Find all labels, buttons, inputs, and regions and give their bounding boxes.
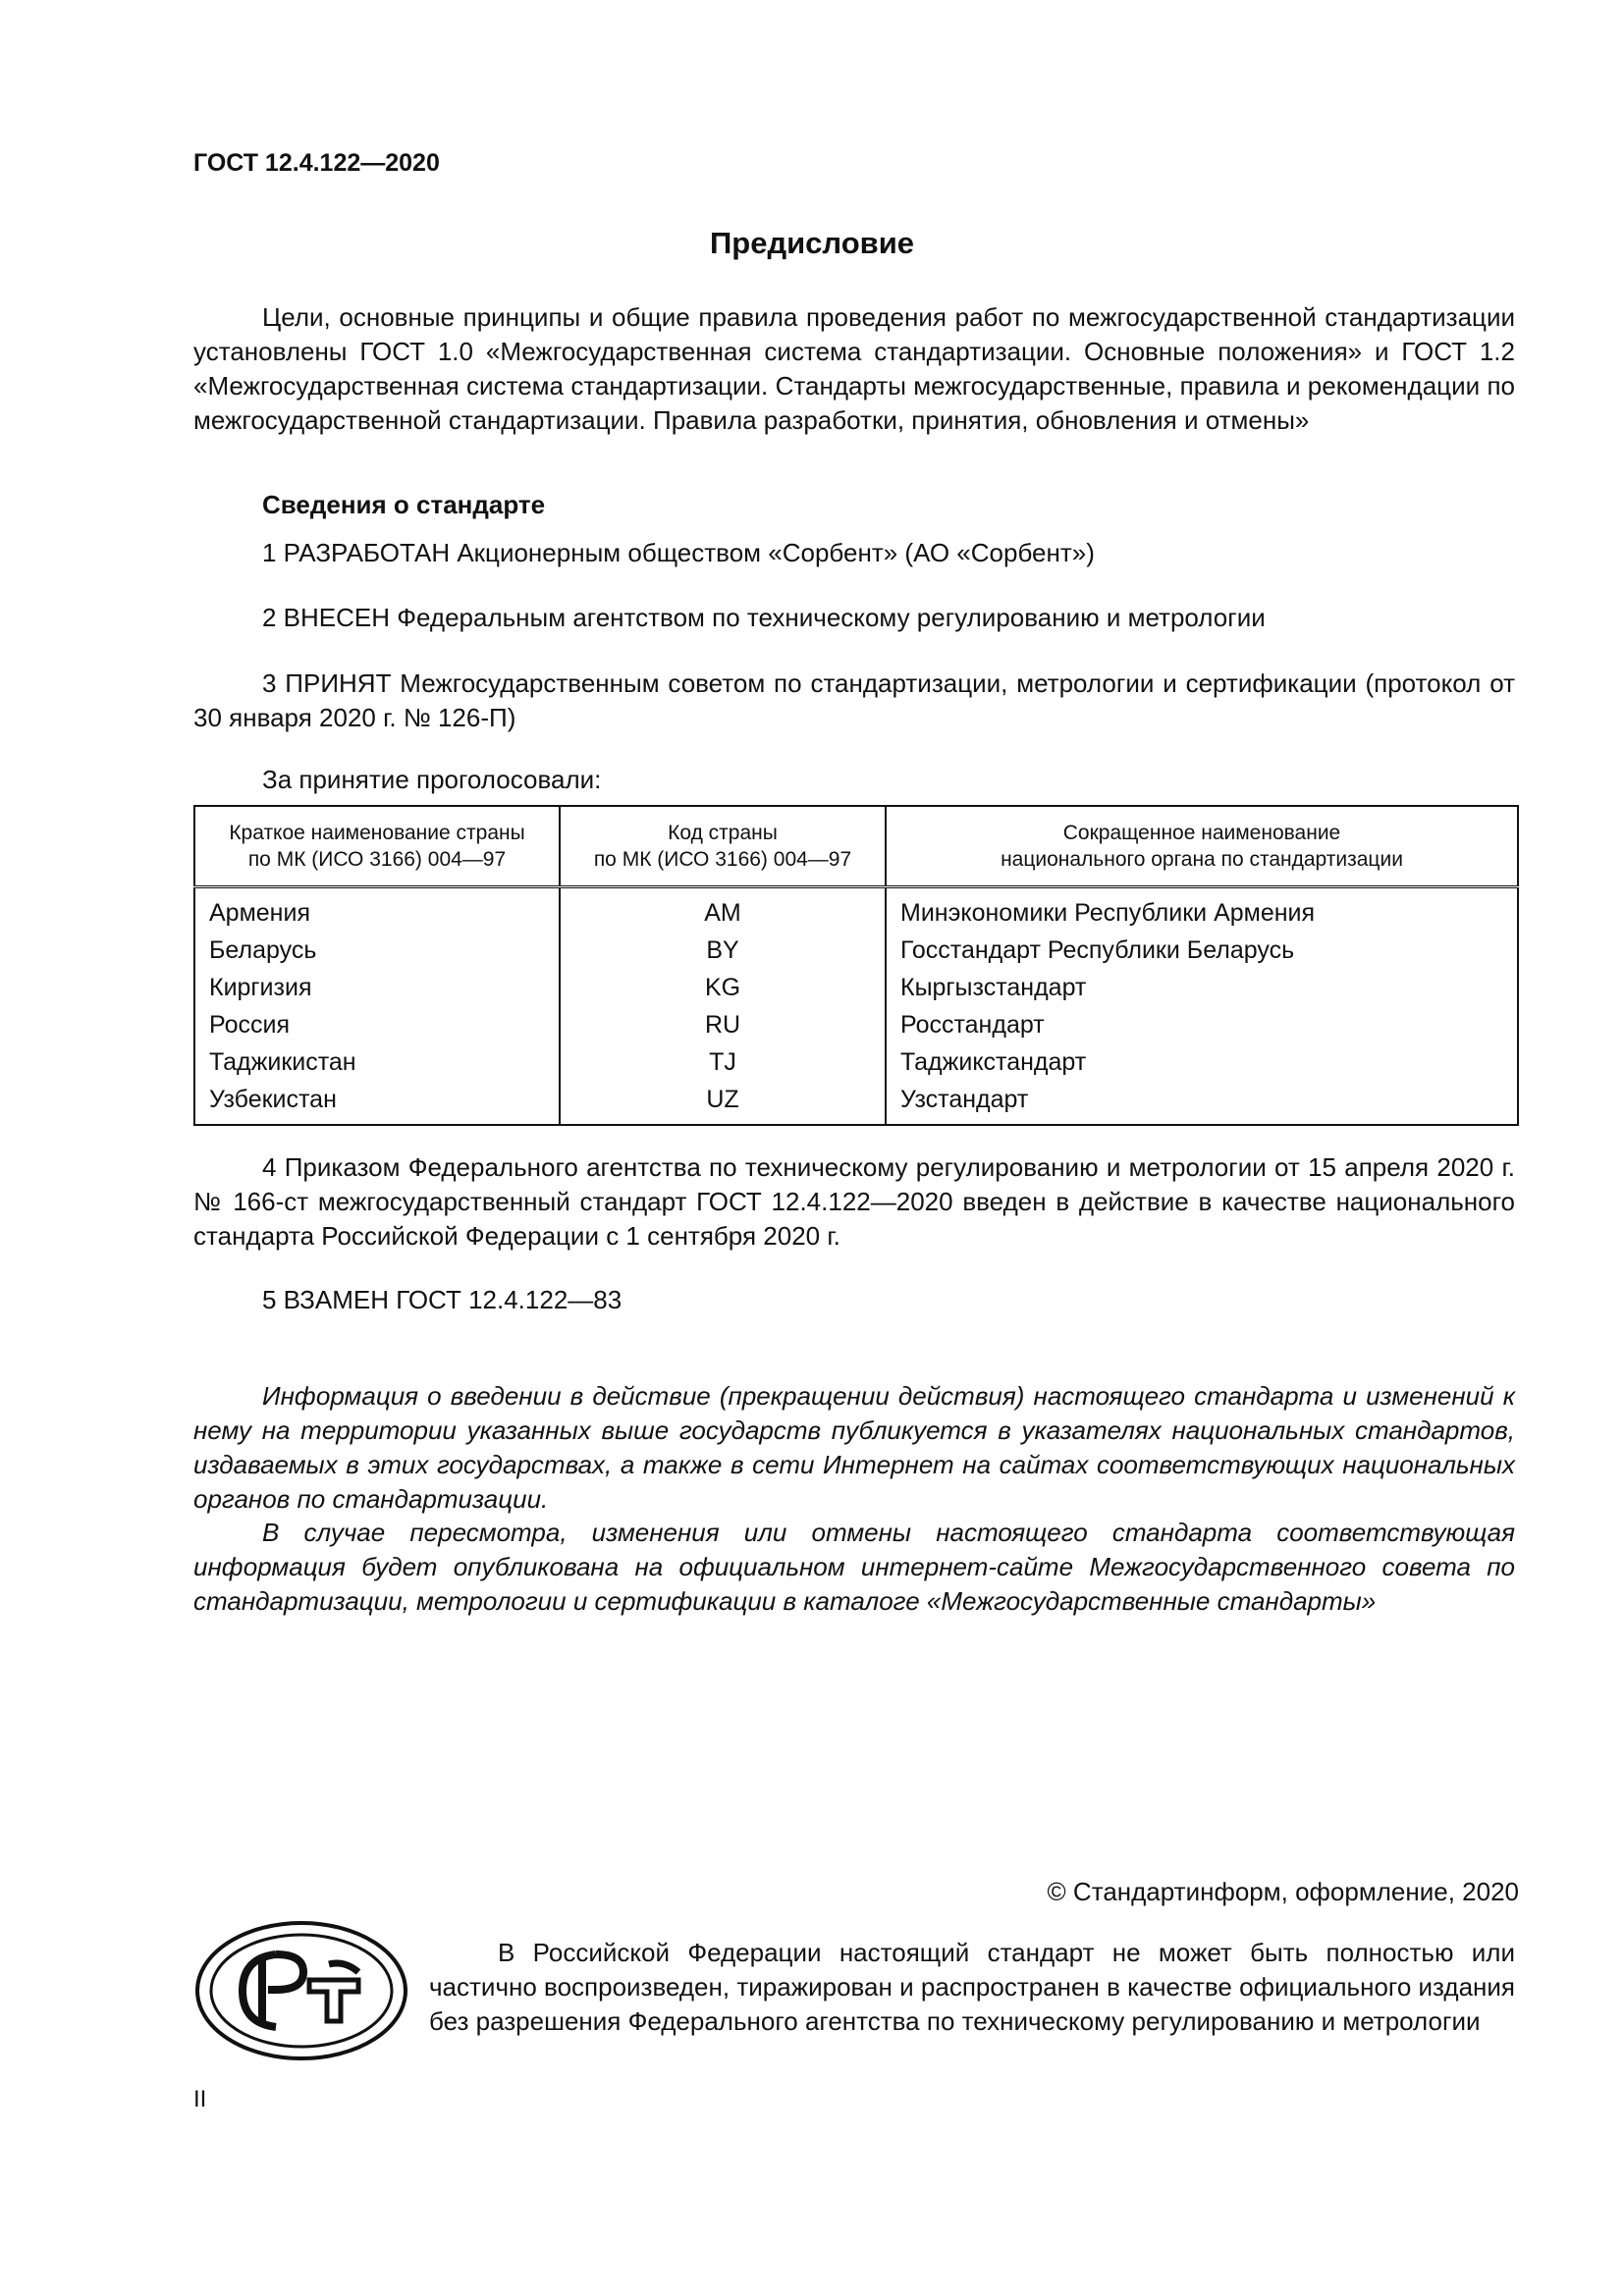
row-country: Россия bbox=[194, 1006, 560, 1043]
page-number: II bbox=[193, 2086, 207, 2112]
table-row bbox=[194, 1081, 1518, 1125]
reproduction-notice: В Российской Федерации настоящий стандарт не может быть полностью или частично воспроизведен, тиражирован и распространен в качестве официального издания без разрешения Федерального агентства по техническому регулированию и метрологии bbox=[429, 1938, 1515, 2036]
table-row bbox=[194, 1006, 1518, 1043]
row-body: Минэкономики Республики Армения bbox=[886, 887, 1518, 933]
row-code: TJ bbox=[560, 1043, 886, 1081]
italic-info-2: В случае пересмотра, изменения или отмены настоящего стандарта соответствующая информация будет опубликована на официальном интернет-сайте Межгосударственного совета по стандартизации, метрологии и сертификации в каталоге «Межгосударственные стандарты» bbox=[193, 1518, 1515, 1616]
item-3: 3 ПРИНЯТ Межгосударственным советом по стандартизации, метрологии и сертификации (протокол от 30 января 2020 г. № 126-П) bbox=[193, 668, 1515, 732]
table-row bbox=[194, 932, 1518, 969]
row-body: Таджикстандарт bbox=[886, 1043, 1518, 1081]
row-code: BY bbox=[560, 932, 886, 969]
row-body: Росстандарт bbox=[886, 1006, 1518, 1043]
table-row bbox=[194, 887, 1518, 933]
header-body bbox=[886, 806, 1518, 887]
row-body: Госстандарт Республики Беларусь bbox=[886, 932, 1518, 969]
header-code-line1: Код страны bbox=[668, 822, 778, 844]
table-header-row bbox=[194, 806, 1518, 887]
header-body-line2: национального органа по стандартизации bbox=[1001, 848, 1403, 871]
row-country: Киргизия bbox=[194, 969, 560, 1006]
info-heading: Сведения о стандарте bbox=[262, 490, 546, 519]
copyright-line: © Стандартинформ, оформление, 2020 bbox=[1047, 1877, 1519, 1906]
voting-table bbox=[193, 805, 1519, 1126]
row-code: RU bbox=[560, 1006, 886, 1043]
row-body: Кыргызстандарт bbox=[886, 969, 1518, 1006]
row-country: Узбекистан bbox=[194, 1081, 560, 1125]
item-4: 4 Приказом Федерального агентства по техническому регулированию и метрологии от 15 апреля 2020 г. № 166-ст межгосударственный стандарт ГОСТ 12.4.122—2020 введен в действие в качестве национального стандарта Российской Федерации с 1 сентября 2020 г. bbox=[193, 1152, 1515, 1251]
header-code-line2: по МК (ИСО 3166) 004—97 bbox=[593, 848, 852, 871]
italic-info-1: Информация о введении в действие (прекращении действия) настоящего стандарта и изменений к нему на территории указанных выше государств публикуется в указателях национальных стандартов, издаваемых в этих государствах, а также в сети Интернет на сайтах соответствующих национальных органов по стандартизации. bbox=[193, 1381, 1515, 1514]
header-country-line2: по МК (ИСО 3166) 004—97 bbox=[247, 848, 507, 871]
item-2: 2 ВНЕСЕН Федеральным агентством по техническому регулированию и метрологии bbox=[262, 603, 1266, 632]
item-1: 1 РАЗРАБОТАН Акционерным обществом «Сорбент» (АО «Сорбент») bbox=[262, 538, 1095, 567]
row-body: Узстандарт bbox=[886, 1081, 1518, 1125]
header-country-line1: Краткое наименование страны bbox=[229, 822, 525, 844]
row-code: KG bbox=[560, 969, 886, 1006]
rst-certification-logo bbox=[193, 1919, 409, 2062]
header-code bbox=[560, 806, 886, 887]
row-code: AM bbox=[560, 887, 886, 933]
voted-label: За принятие проголосовали: bbox=[262, 765, 602, 794]
page-title: Предисловие bbox=[709, 226, 914, 260]
table-row bbox=[194, 969, 1518, 1006]
header-country bbox=[194, 806, 560, 887]
header-body-line1: Сокращенное наименование bbox=[1062, 822, 1341, 844]
intro-paragraph: Цели, основные принципы и общие правила проведения работ по межгосударственной стандартизации установлены ГОСТ 1.0 «Межгосударственная система стандартизации. Основные положения» и ГОСТ 1.2 «Межгосударственная система стандартизации. Стандарты межгосударственные, правила и рекомендации по межгосударственной стандартизации. Правила разработки, принятия, обновления и отмены» bbox=[193, 302, 1515, 435]
row-country: Беларусь bbox=[194, 932, 560, 969]
row-country: Таджикистан bbox=[194, 1043, 560, 1081]
item-5: 5 ВЗАМЕН ГОСТ 12.4.122—83 bbox=[262, 1285, 623, 1314]
row-code: UZ bbox=[560, 1081, 886, 1125]
standard-code: ГОСТ 12.4.122—2020 bbox=[193, 149, 440, 177]
table-row bbox=[194, 1043, 1518, 1081]
row-country: Армения bbox=[194, 887, 560, 933]
